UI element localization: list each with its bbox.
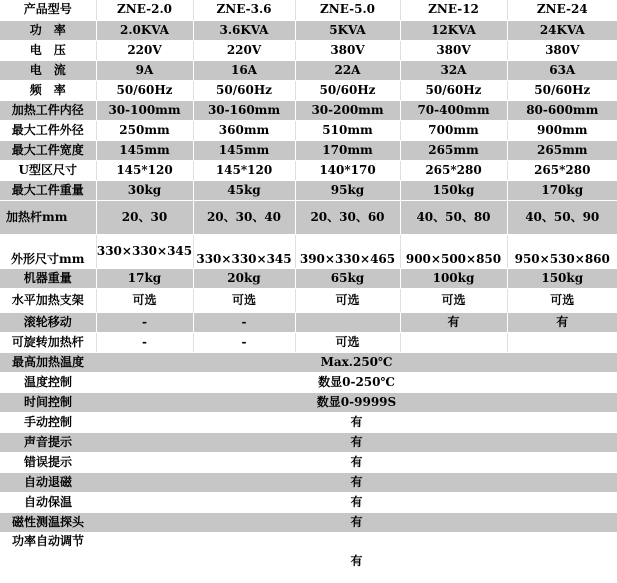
- table-row: [0, 332, 617, 352]
- cell: 900×500×850: [400, 234, 507, 268]
- cell: 50/60Hz: [400, 80, 507, 100]
- row-label: 频 率: [0, 80, 96, 100]
- table-row: [0, 268, 617, 288]
- cell: 950×530×860: [507, 234, 617, 268]
- cell: 50/60Hz: [507, 80, 617, 100]
- merged-row: [0, 452, 617, 472]
- cell: 可选: [400, 288, 507, 312]
- cell: 265*280: [507, 160, 617, 180]
- header-model-4: ZNE-12: [400, 0, 507, 20]
- cell: 510mm: [295, 120, 400, 140]
- cell: 220V: [96, 40, 193, 60]
- row-label: 最大工件宽度: [0, 140, 96, 160]
- merged-cell: 数显0-9999S: [96, 392, 617, 412]
- cell: 145*120: [193, 160, 295, 180]
- merged-row: [0, 432, 617, 452]
- merged-cell: 有: [96, 452, 617, 472]
- cell: 265mm: [507, 140, 617, 160]
- cell: 63A: [507, 60, 617, 80]
- row-label: 可旋转加热杆: [0, 332, 96, 352]
- cell: 22A: [295, 60, 400, 80]
- cell: 30-200mm: [295, 100, 400, 120]
- cell: 150kg: [400, 180, 507, 200]
- table-row: [0, 120, 617, 140]
- merged-row: [0, 472, 617, 492]
- header-label: 产品型号: [0, 0, 96, 20]
- cell: 17kg: [96, 268, 193, 288]
- cell: 9A: [96, 60, 193, 80]
- cell: 150kg: [507, 268, 617, 288]
- cell: 12KVA: [400, 20, 507, 40]
- cell: 250mm: [96, 120, 193, 140]
- merged-row: [0, 492, 617, 512]
- cell: 有: [507, 312, 617, 332]
- cell: 330×330×345: [96, 234, 193, 268]
- row-label: 电 流: [0, 60, 96, 80]
- table-row: [0, 234, 617, 268]
- merged-cell: 有: [96, 532, 617, 570]
- cell: 50/60Hz: [96, 80, 193, 100]
- merged-cell: Max.250℃: [96, 352, 617, 372]
- merged-row: [0, 392, 617, 412]
- cell: 380V: [400, 40, 507, 60]
- cell: 可选: [295, 332, 400, 352]
- cell: [295, 312, 400, 332]
- row-label: 声音提示: [0, 432, 96, 452]
- row-label: U型区尺寸: [0, 160, 96, 180]
- merged-cell: 有: [96, 512, 617, 532]
- table-row: [0, 140, 617, 160]
- cell: 390×330×465: [295, 234, 400, 268]
- cell: 24KVA: [507, 20, 617, 40]
- merged-row: [0, 512, 617, 532]
- row-label: 功 率: [0, 20, 96, 40]
- cell: 20、30、60: [295, 200, 400, 234]
- merged-cell: 有: [96, 492, 617, 512]
- row-label: 最大工件重量: [0, 180, 96, 200]
- table-header-row: [0, 0, 617, 20]
- row-label: 加热杆mm: [0, 200, 96, 234]
- cell: [400, 332, 507, 352]
- header-model-2: ZNE-3.6: [193, 0, 295, 20]
- cell: 30-100mm: [96, 100, 193, 120]
- header-model-5: ZNE-24: [507, 0, 617, 20]
- row-label: 外形尺寸mm: [0, 234, 96, 268]
- row-label: 机器重量: [0, 268, 96, 288]
- cell: 100kg: [400, 268, 507, 288]
- cell: -: [96, 332, 193, 352]
- merged-row: [0, 412, 617, 432]
- row-label: 电 压: [0, 40, 96, 60]
- cell: 可选: [507, 288, 617, 312]
- cell: 145mm: [193, 140, 295, 160]
- row-label: 时间控制: [0, 392, 96, 412]
- table-row: [0, 288, 617, 312]
- table-row: [0, 180, 617, 200]
- cell: -: [96, 312, 193, 332]
- row-label: 水平加热支架: [0, 288, 96, 312]
- cell: 20、30、40: [193, 200, 295, 234]
- table-row: [0, 160, 617, 180]
- row-label: 温度控制: [0, 372, 96, 392]
- cell: 700mm: [400, 120, 507, 140]
- table-row: [0, 312, 617, 332]
- cell: -: [193, 312, 295, 332]
- cell: 95kg: [295, 180, 400, 200]
- row-label: 最高加热温度: [0, 352, 96, 372]
- merged-cell: 有: [96, 472, 617, 492]
- cell: 170mm: [295, 140, 400, 160]
- cell: 30-160mm: [193, 100, 295, 120]
- merged-row: [0, 372, 617, 392]
- cell: -: [193, 332, 295, 352]
- cell: 5KVA: [295, 20, 400, 40]
- cell: 70-400mm: [400, 100, 507, 120]
- cell: 16A: [193, 60, 295, 80]
- row-label: 滚轮移动: [0, 312, 96, 332]
- table-row: [0, 20, 617, 40]
- row-label: 磁性测温探头: [0, 512, 96, 532]
- table-row: [0, 80, 617, 100]
- table-row: [0, 200, 617, 234]
- cell: 265*280: [400, 160, 507, 180]
- cell: 可选: [96, 288, 193, 312]
- cell: 32A: [400, 60, 507, 80]
- cell: 140*170: [295, 160, 400, 180]
- table-row: [0, 100, 617, 120]
- row-label: 手动控制: [0, 412, 96, 432]
- cell: 80-600mm: [507, 100, 617, 120]
- cell: 30kg: [96, 180, 193, 200]
- row-label: 自动保温: [0, 492, 96, 512]
- row-label: 最大工件外径: [0, 120, 96, 140]
- cell: 330×330×345: [193, 234, 295, 268]
- cell: 2.0KVA: [96, 20, 193, 40]
- cell: 220V: [193, 40, 295, 60]
- cell: 有: [400, 312, 507, 332]
- header-model-3: ZNE-5.0: [295, 0, 400, 20]
- cell: 40、50、80: [400, 200, 507, 234]
- cell: 360mm: [193, 120, 295, 140]
- cell: 145*120: [96, 160, 193, 180]
- row-label: 自动退磁: [0, 472, 96, 492]
- merged-cell: 有: [96, 412, 617, 432]
- row-label: 错误提示: [0, 452, 96, 472]
- cell: 3.6KVA: [193, 20, 295, 40]
- cell: 20、30: [96, 200, 193, 234]
- cell: [507, 332, 617, 352]
- row-label: 加热工件内径: [0, 100, 96, 120]
- cell: 380V: [295, 40, 400, 60]
- merged-cell: 数显0-250℃: [96, 372, 617, 392]
- merged-row: [0, 352, 617, 372]
- cell: 65kg: [295, 268, 400, 288]
- table-row: [0, 60, 617, 80]
- cell: 20kg: [193, 268, 295, 288]
- cell: 45kg: [193, 180, 295, 200]
- merged-cell: 有: [96, 432, 617, 452]
- cell: 170kg: [507, 180, 617, 200]
- cell: 可选: [295, 288, 400, 312]
- cell: 50/60Hz: [295, 80, 400, 100]
- merged-row: [0, 532, 617, 570]
- cell: 900mm: [507, 120, 617, 140]
- cell: 50/60Hz: [193, 80, 295, 100]
- table-row: [0, 40, 617, 60]
- cell: 265mm: [400, 140, 507, 160]
- header-model-1: ZNE-2.0: [96, 0, 193, 20]
- cell: 40、50、90: [507, 200, 617, 234]
- cell: 380V: [507, 40, 617, 60]
- row-label: 功率自动调节: [0, 532, 96, 570]
- cell: 145mm: [96, 140, 193, 160]
- cell: 可选: [193, 288, 295, 312]
